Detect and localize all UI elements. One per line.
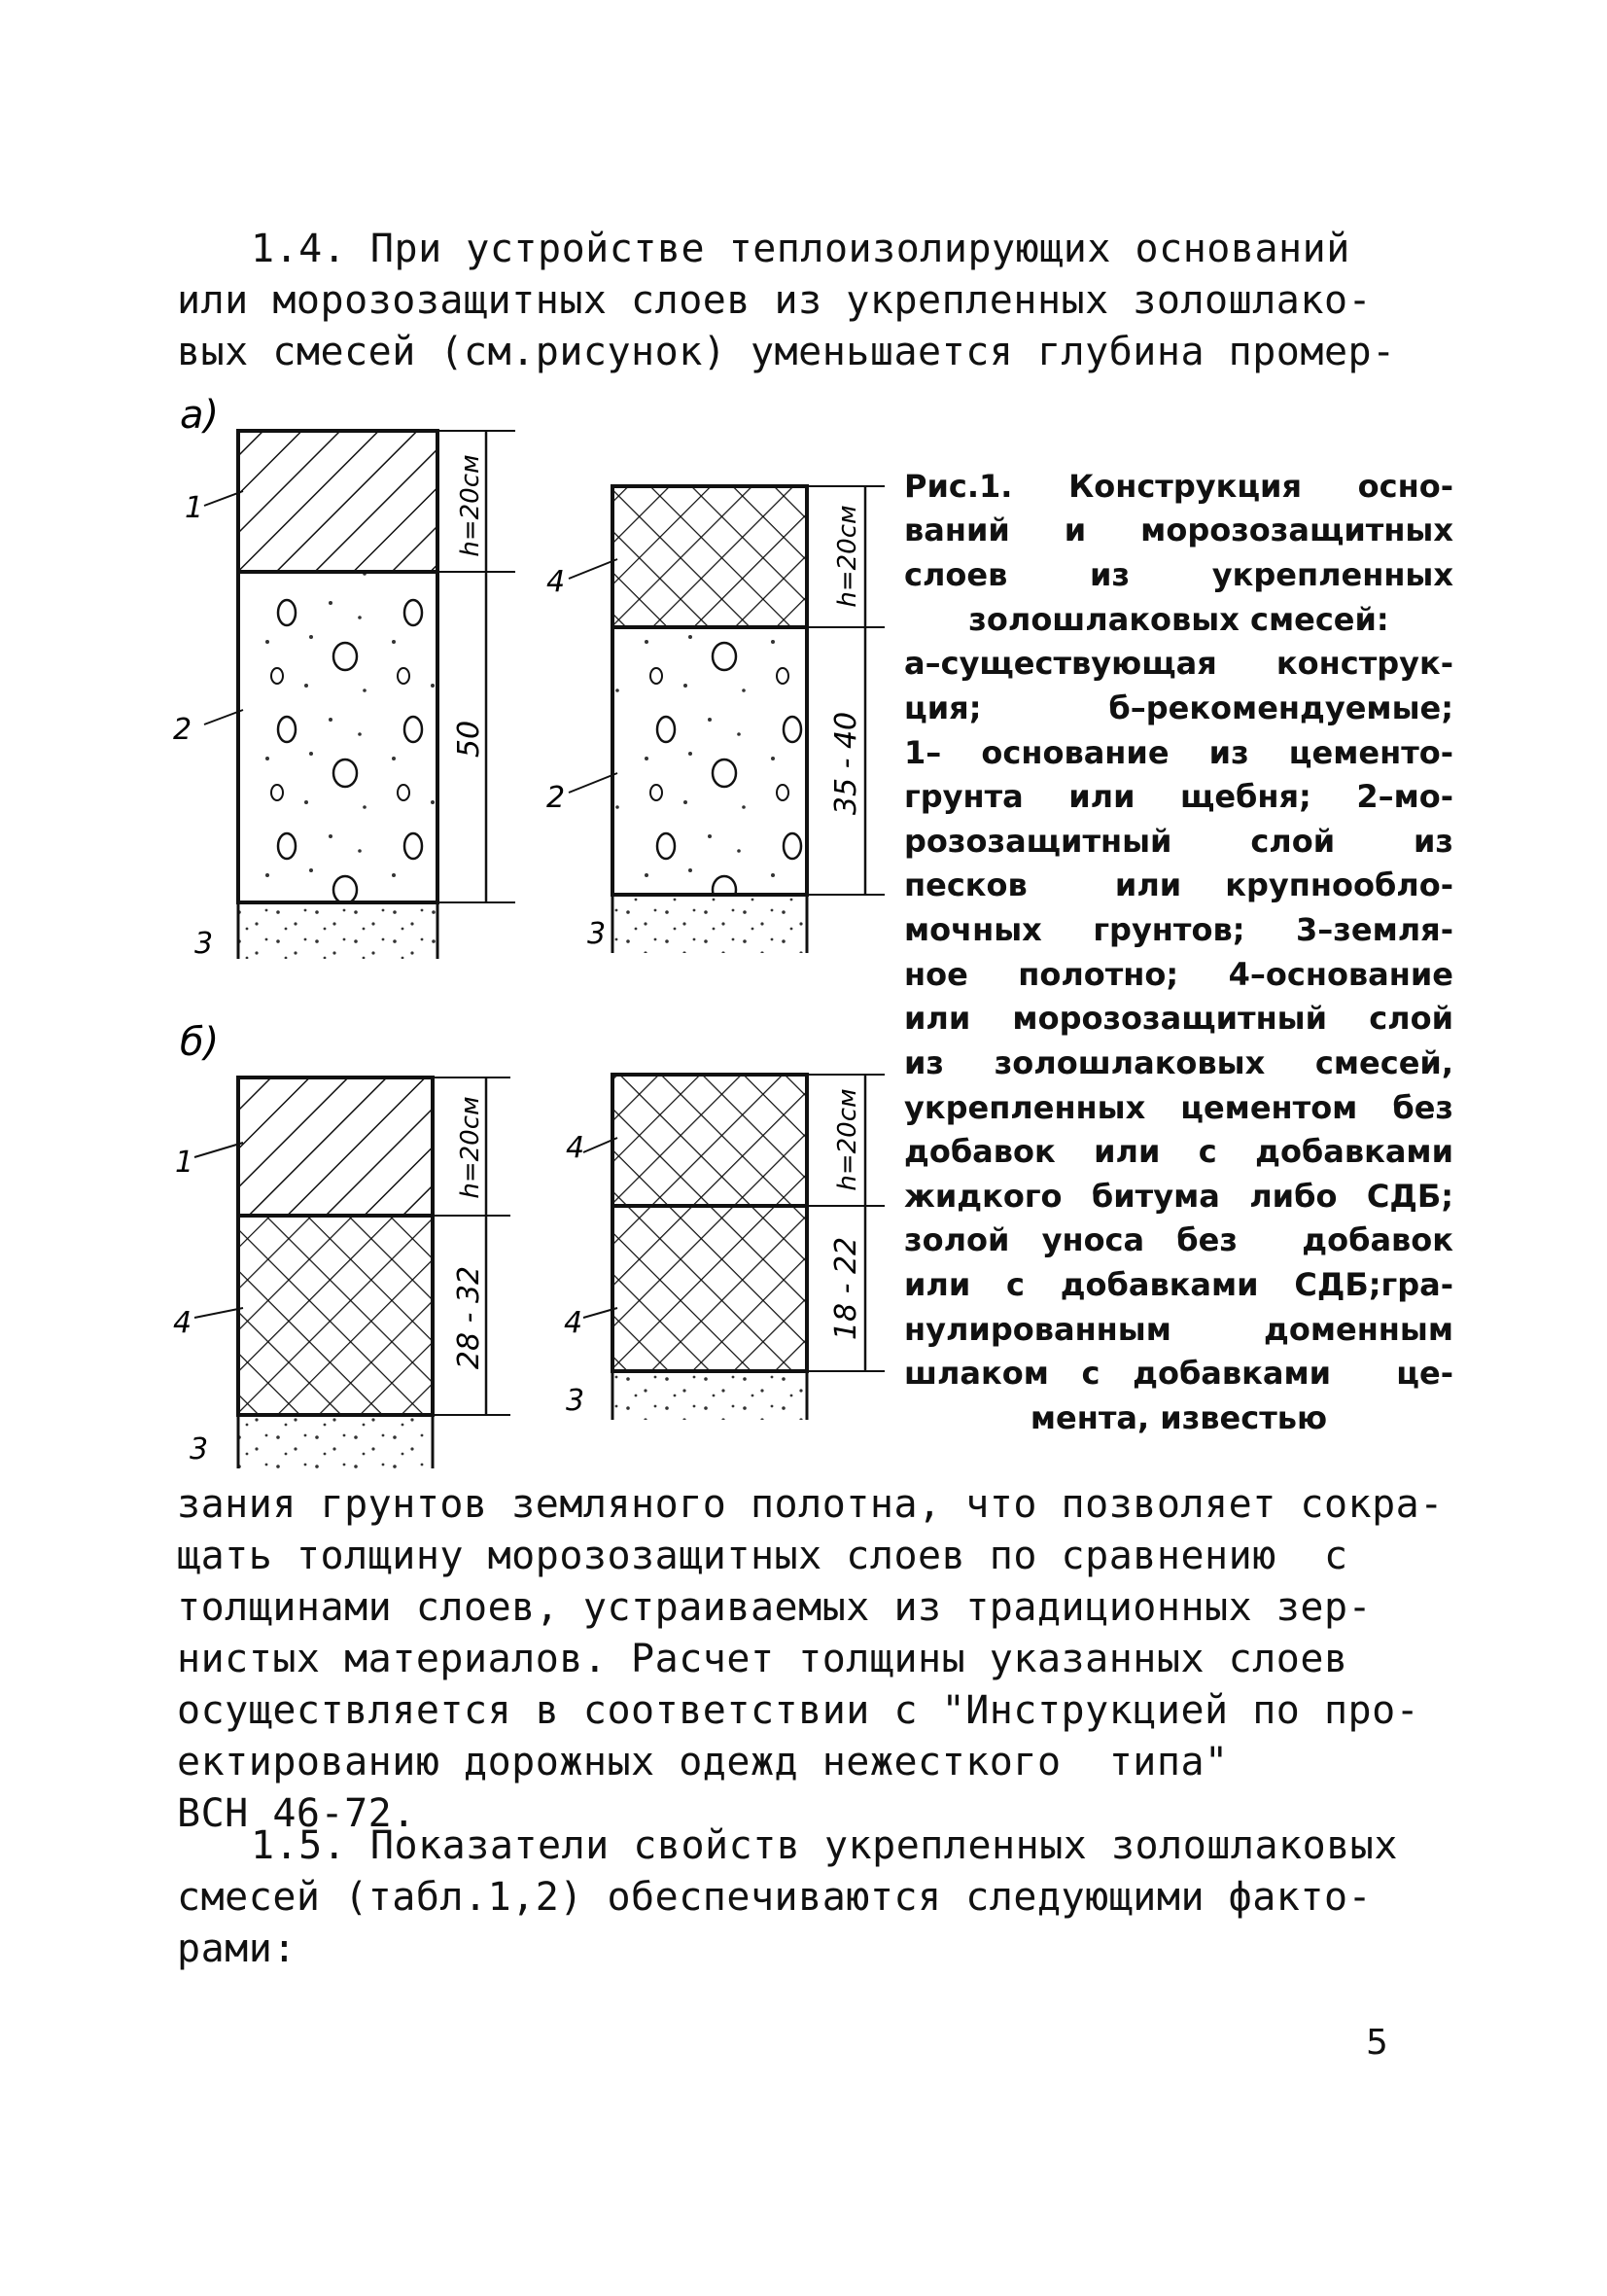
text-line: нистых материалов. Расчет толщины указанных слоев	[177, 1637, 1348, 1681]
dim-b1-bottom: 28 - 32	[452, 1265, 486, 1370]
layer-label: 3	[566, 1384, 585, 1418]
caption-line: нулированным доменным	[904, 1311, 1453, 1348]
text-line: зания грунтов земляного полотна, что позволяет сокра-	[177, 1482, 1444, 1527]
text-line: ВСН 46-72.	[177, 1791, 416, 1836]
text-line: 1.4. При устройстве теплоизолирующих оснований	[251, 227, 1350, 271]
dim-a1-bottom: 50	[452, 720, 486, 759]
layer-label: 4	[173, 1306, 192, 1340]
column-a-existing	[173, 431, 515, 961]
text-line: ектированию дорожных одежд нежесткого типа"	[177, 1740, 1229, 1784]
caption-line: из золошлаковых смесей,	[904, 1044, 1453, 1081]
dim-a1-top: h=20см	[456, 454, 485, 557]
caption-line: грунта или щебня; 2–мо-	[904, 778, 1453, 815]
layer-label: 4	[564, 1306, 583, 1340]
caption-line: розозащитный слой из	[904, 823, 1453, 860]
text-line: вых смесей (см.рисунок) уменьшается глубина промер-	[177, 330, 1396, 374]
text-line: или морозозащитных слоев из укрепленных золошлако-	[177, 278, 1373, 323]
layer-label: 4	[566, 1131, 585, 1165]
dim-b2-top: h=20см	[833, 1088, 862, 1191]
layer-label: 2	[546, 781, 566, 815]
dim-a2-bottom: 35 - 40	[829, 711, 863, 816]
caption-line: а–существующая конструк-	[904, 645, 1453, 682]
caption-line: золошлаковых смесей:	[968, 601, 1389, 638]
caption-line: Рис.1. Конструкция осно-	[904, 468, 1453, 505]
column-b-existing	[173, 1077, 510, 1468]
caption-line: укрепленных цементом без	[904, 1089, 1453, 1126]
layer-label: 1	[175, 1146, 194, 1180]
layer-label: 3	[587, 917, 607, 951]
figure-label-b: б)	[180, 1020, 220, 1065]
caption-line: жидкого битума либо СДБ;	[904, 1178, 1453, 1215]
caption-line: слоев из укрепленных	[904, 556, 1453, 593]
layer-label: 3	[194, 927, 214, 961]
caption-line: ное полотно; 4–основание	[904, 956, 1453, 993]
layer-label: 3	[190, 1432, 209, 1466]
caption-line: или морозозащитный слой	[904, 1000, 1453, 1037]
caption-line: 1– основание из цементо-	[904, 734, 1453, 771]
page-number: 5	[1366, 2023, 1388, 2063]
caption-line: мента, известью	[1030, 1399, 1328, 1436]
caption-line: шлаком с добавками це-	[904, 1355, 1453, 1392]
dim-a2-top: h=20см	[833, 505, 862, 608]
caption-line: золой уноса без добавок	[904, 1221, 1453, 1258]
layer-label: 2	[173, 713, 192, 747]
layer-label: 1	[185, 491, 204, 525]
caption-line: добавок или с добавками	[904, 1133, 1453, 1170]
caption-line: песков или крупнообло-	[904, 866, 1453, 903]
figure-label-a: а)	[180, 393, 220, 438]
text-line: 1.5. Показатели свойств укрепленных золошлаковых	[251, 1823, 1398, 1868]
caption-line: ция; б–рекомендуемые;	[904, 689, 1453, 726]
caption-line: ваний и морозозащитных	[904, 512, 1453, 548]
caption-line: мочных грунтов; 3–земля-	[904, 911, 1453, 948]
dim-b1-top: h=20см	[456, 1096, 485, 1199]
text-line: смесей (табл.1,2) обеспечиваются следующими факто-	[177, 1875, 1373, 1920]
dim-b2-bottom: 18 - 22	[829, 1236, 863, 1341]
text-line: рами:	[177, 1926, 297, 1971]
caption-line: или с добавками СДБ;гра-	[904, 1266, 1453, 1303]
layer-label: 4	[546, 565, 566, 599]
text-line: осуществляется в соответствии с "Инструкцией по про-	[177, 1688, 1420, 1733]
column-b-recommended	[564, 1075, 885, 1420]
text-line: щать толщину морозозащитных слоев по сравнению с	[177, 1534, 1348, 1578]
column-a-recommended	[546, 486, 885, 953]
text-line: толщинами слоев, устраиваемых из традиционных зер-	[177, 1585, 1373, 1630]
